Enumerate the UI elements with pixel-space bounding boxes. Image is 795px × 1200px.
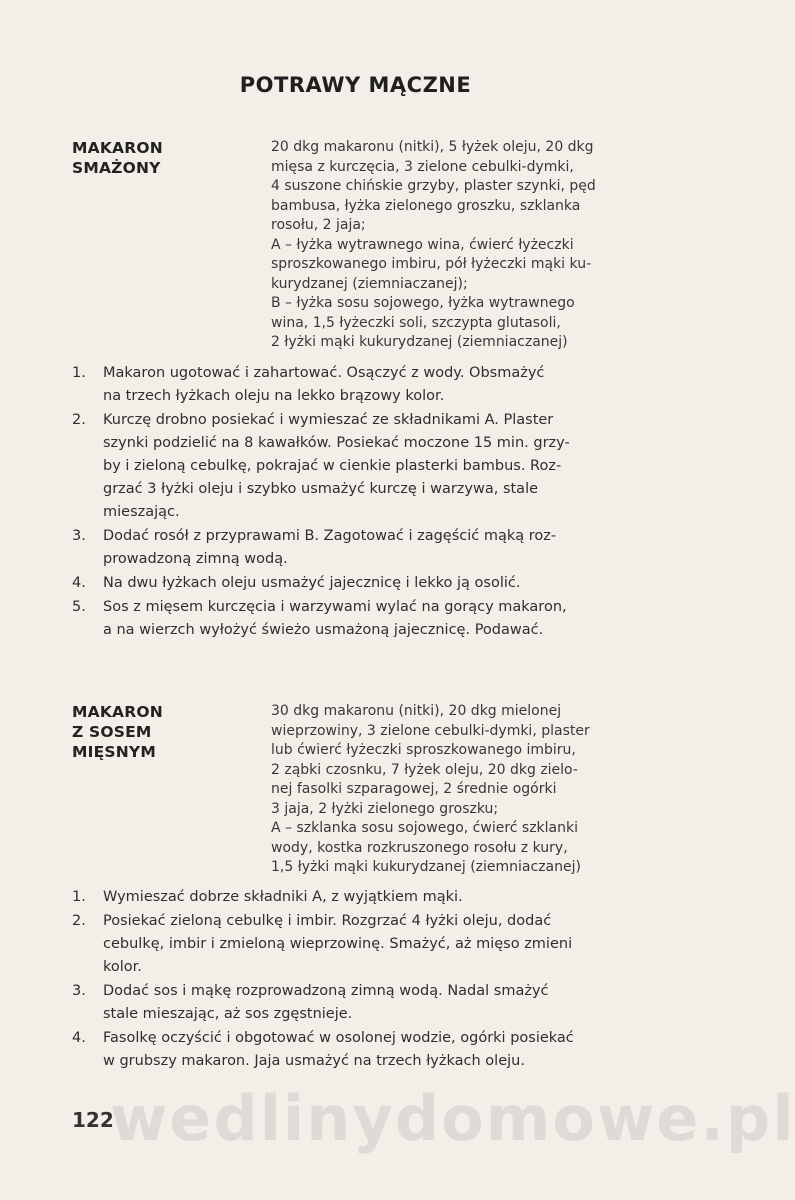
step-line: szynki podzielić na 8 kawałków. Posiekać moczone 15 min. grzy- [103, 435, 570, 451]
ingredient-line: sproszkowanego imbiru, pół łyżeczki mąki ku- [271, 256, 592, 272]
step-line: prowadzoną zimną wodą. [103, 551, 288, 567]
ingredient-line: 3 jaja, 2 łyżki zielonego groszku; [271, 800, 499, 817]
step-line: na trzech łyżkach oleju na lekko brązowy kolor. [103, 388, 445, 404]
ingredient-line: kurydzanej (ziemniaczanej); [271, 275, 468, 292]
step-line: Dodać rosół z przyprawami B. Zagotować i zagęścić mąką roz- [103, 528, 557, 544]
ingredient-line: B – łyżka sosu sojowego, łyżka wytrawnego [271, 295, 575, 311]
ingredient-line: rosołu, 2 jaja; [271, 217, 366, 233]
page-number: 122 [72, 1108, 114, 1132]
ingredient-line: lub ćwierć łyżeczki sproszkowanego imbiru, [271, 742, 576, 758]
ingredient-line: 20 dkg makaronu (nitki), 5 łyżek oleju, 20 dkg [271, 139, 594, 155]
step-number: 1. [72, 889, 86, 905]
step-line: Dodać sos i mąkę rozprowadzoną zimną wodą. Nadal smażyć [103, 983, 549, 999]
ingredient-line: 4 suszone chińskie grzyby, plaster szynki, pęd [271, 178, 596, 194]
page-title: POTRAWY MĄCZNE [239, 73, 472, 97]
ingredient-line: A – szklanka sosu sojowego, ćwierć szklanki [271, 820, 579, 836]
step-number: 3. [72, 528, 86, 544]
recipe-1-steps [72, 362, 682, 643]
recipe-name-line: MIĘSNYM [72, 743, 156, 761]
recipe-2-steps [72, 886, 682, 1074]
step-line: kolor. [103, 959, 142, 975]
step-item [72, 409, 682, 524]
step-number: 2. [72, 412, 86, 428]
step-line: Na dwu łyżkach oleju usmażyć jajecznicę i lekko ją osolić. [103, 575, 521, 591]
step-line: grzać 3 łyżki oleju i szybko usmażyć kurczę i warzywa, stale [103, 481, 539, 497]
step-item [72, 886, 682, 909]
recipe-name-line: SMAŻONY [72, 159, 161, 177]
ingredient-line: bambusa, łyżka zielonego groszku, szklanka [271, 197, 581, 214]
step-item [72, 362, 682, 408]
recipe-2-ingredients [271, 702, 675, 878]
step-number: 1. [72, 365, 86, 381]
step-line: Kurczę drobno posiekać i wymieszać ze składnikami A. Plaster [103, 412, 554, 428]
recipe-2-name [72, 702, 163, 762]
ingredient-line: 1,5 łyżki mąki kukurydzanej (ziemniaczanej) [271, 859, 581, 875]
step-line: w grubszy makaron. Jaja usmażyć na trzech łyżkach oleju. [103, 1053, 525, 1069]
step-line: Wymieszać dobrze składniki A, z wyjątkiem mąki. [103, 889, 463, 905]
recipe-1-ingredients [271, 138, 675, 353]
step-number: 3. [72, 983, 86, 999]
ingredient-line: wody, kostka rozkruszonego rosołu z kury, [271, 839, 568, 856]
step-line: Sos z mięsem kurczęcia i warzywami wylać na gorący makaron, [103, 599, 567, 615]
step-number: 2. [72, 913, 86, 929]
ingredient-line: A – łyżka wytrawnego wina, ćwierć łyżeczki [271, 236, 574, 253]
step-line: a na wierzch wyłożyć świeżo usmażoną jajecznicę. Podawać. [103, 622, 544, 638]
step-item [72, 596, 682, 642]
watermark: wedlinydomowe.pl [110, 1082, 795, 1155]
step-number: 5. [72, 599, 86, 615]
step-item [72, 910, 682, 979]
step-item [72, 980, 682, 1026]
ingredient-line: wieprzowiny, 3 zielone cebulki-dymki, plaster [271, 722, 590, 739]
step-item [72, 1027, 682, 1073]
step-line: stale mieszając, aż sos zgęstnieje. [103, 1006, 353, 1022]
ingredient-line: 2 ząbki czosnku, 7 łyżek oleju, 20 dkg zielo- [271, 761, 578, 778]
ingredient-line: 30 dkg makaronu (nitki), 20 dkg mielonej [271, 703, 562, 719]
step-number: 4. [72, 1030, 86, 1046]
recipe-name-line: MAKARON [72, 139, 163, 157]
ingredient-line: 2 łyżki mąki kukurydzanej (ziemniaczanej) [271, 334, 568, 350]
step-line: mieszając. [103, 504, 180, 520]
ingredient-line: mięsa z kurczęcia, 3 zielone cebulki-dymki, [271, 158, 574, 175]
recipe-1-name [72, 138, 163, 178]
step-line: Fasolkę oczyścić i obgotować w osolonej wodzie, ogórki posiekać [103, 1030, 574, 1046]
step-line: by i zieloną cebulkę, pokrajać w cienkie plasterki bambus. Roz- [103, 458, 562, 474]
recipe-name-line: MAKARON [72, 703, 163, 721]
step-line: cebulkę, imbir i zmieloną wieprzowinę. Smażyć, aż mięso zmieni [103, 936, 573, 952]
step-item [72, 525, 682, 571]
step-line: Posiekać zieloną cebulkę i imbir. Rozgrzać 4 łyżki oleju, dodać [103, 913, 552, 929]
step-line: Makaron ugotować i zahartować. Osączyć z wody. Obsmażyć [103, 365, 545, 381]
step-item [72, 572, 682, 595]
step-number: 4. [72, 575, 86, 591]
ingredient-line: wina, 1,5 łyżeczki soli, szczypta glutasoli, [271, 314, 561, 331]
ingredient-line: nej fasolki szparagowej, 2 średnie ogórki [271, 781, 557, 797]
recipe-name-line: Z SOSEM [72, 723, 152, 741]
